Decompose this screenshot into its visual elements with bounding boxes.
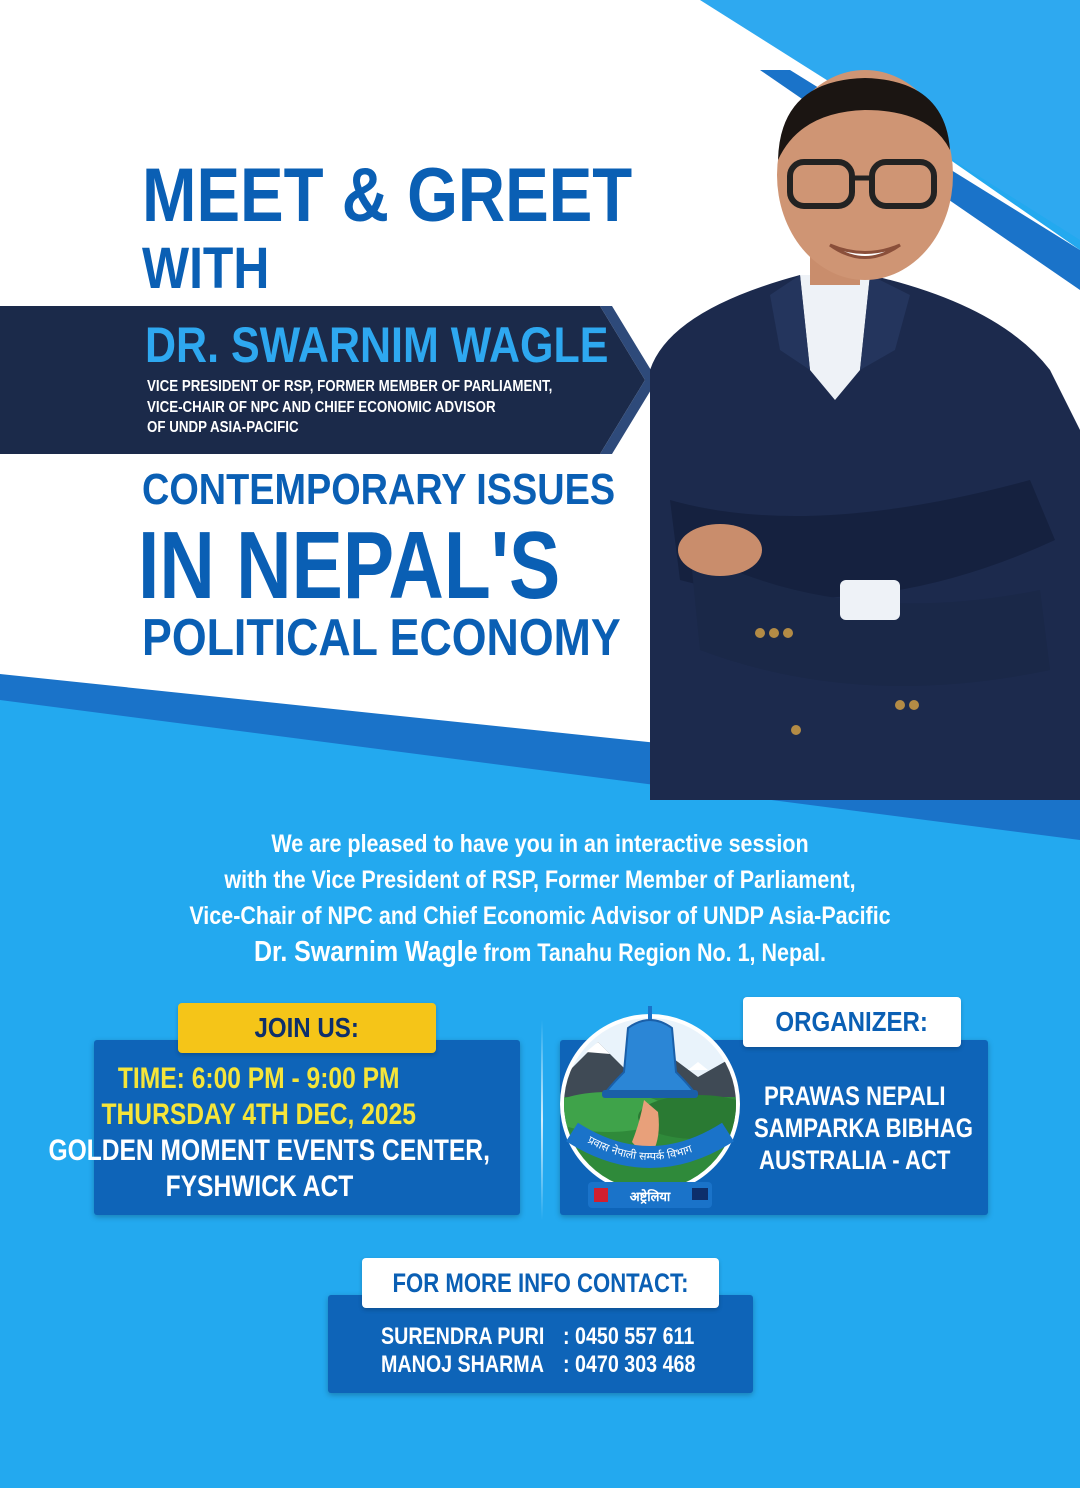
intro-line: with the Vice President of RSP, Former Member of Parliament, — [224, 866, 856, 894]
speaker-role-line: OF UNDP ASIA-PACIFIC — [147, 419, 299, 437]
organizer-label — [743, 997, 961, 1047]
intro-speaker-name: Dr. Swarnim Wagle — [253, 936, 478, 968]
event-venue-text: GOLDEN MOMENT EVENTS CENTER, — [48, 1134, 490, 1167]
event-date — [0, 1100, 518, 1130]
intro-line — [153, 934, 927, 971]
speaker-role-line: VICE-CHAIR OF NPC AND CHIEF ECONOMIC ADVISOR — [147, 398, 496, 416]
intro-line: We are pleased to have you in an interactive session — [271, 830, 809, 858]
contact-name-text: SURENDRA PURI — [381, 1323, 545, 1350]
topic-line-1: CONTEMPORARY ISSUES — [142, 465, 616, 514]
organizer-name-text: AUSTRALIA - ACT — [759, 1145, 951, 1175]
contact-name-text: MANOJ SHARMA — [381, 1351, 544, 1378]
contact-phone — [563, 1353, 724, 1377]
logo-bottom-text: अष्ट्रेलिया — [629, 1190, 671, 1205]
organizer-name-line-2 — [730, 1115, 980, 1142]
logo-arc-text: प्रवास नेपाली सम्पर्क विभाग — [585, 1133, 694, 1164]
contact-phone-text: : 0470 303 468 — [563, 1351, 696, 1378]
organizer-name-line-1 — [730, 1083, 980, 1110]
organizer-label-text: ORGANIZER: — [775, 1006, 929, 1037]
headline-with: WITH — [142, 236, 270, 301]
intro-location: from Tanahu Region No. 1, Nepal. — [477, 939, 827, 967]
event-venue-line-1 — [0, 1136, 518, 1166]
join-us-label — [178, 1003, 436, 1053]
speaker-role-line: VICE PRESIDENT OF RSP, FORMER MEMBER OF PARLIAMENT, — [147, 378, 553, 395]
headline-meet-greet: MEET & GREET — [142, 153, 633, 238]
organizer-name-line-3 — [730, 1147, 980, 1174]
contact-name — [381, 1353, 580, 1377]
intro-line: Vice-Chair of NPC and Chief Economic Advisor of UNDP Asia-Pacific — [189, 902, 891, 930]
event-date-text: THURSDAY 4TH DEC, 2025 — [101, 1098, 417, 1131]
speaker-portrait — [610, 70, 1080, 800]
topic-line-2: IN NEPAL'S — [138, 512, 561, 619]
contact-label — [362, 1258, 719, 1308]
join-us-label-text: JOIN US: — [254, 1012, 360, 1043]
topic-line-3: POLITICAL ECONOMY — [142, 609, 621, 667]
event-time-text: TIME: 6:00 PM - 9:00 PM — [118, 1062, 400, 1095]
event-venue-text: FYSHWICK ACT — [165, 1170, 353, 1203]
contact-name — [381, 1325, 580, 1349]
intro-paragraph — [90, 826, 990, 971]
organizer-name-text: PRAWAS NEPALI — [764, 1081, 946, 1111]
contact-phone-text: : 0450 557 611 — [563, 1323, 695, 1350]
section-divider — [541, 1020, 543, 1220]
contact-phone — [563, 1325, 723, 1349]
organizer-logo — [558, 992, 742, 1228]
speaker-name: DR. SWARNIM WAGLE — [145, 317, 609, 373]
organizer-name-text: SAMPARKA BIBHAG — [754, 1113, 973, 1143]
event-time — [0, 1064, 518, 1094]
contact-label-text: FOR MORE INFO CONTACT: — [392, 1267, 689, 1298]
speaker-role — [147, 377, 629, 439]
event-venue-line-2 — [0, 1172, 518, 1202]
